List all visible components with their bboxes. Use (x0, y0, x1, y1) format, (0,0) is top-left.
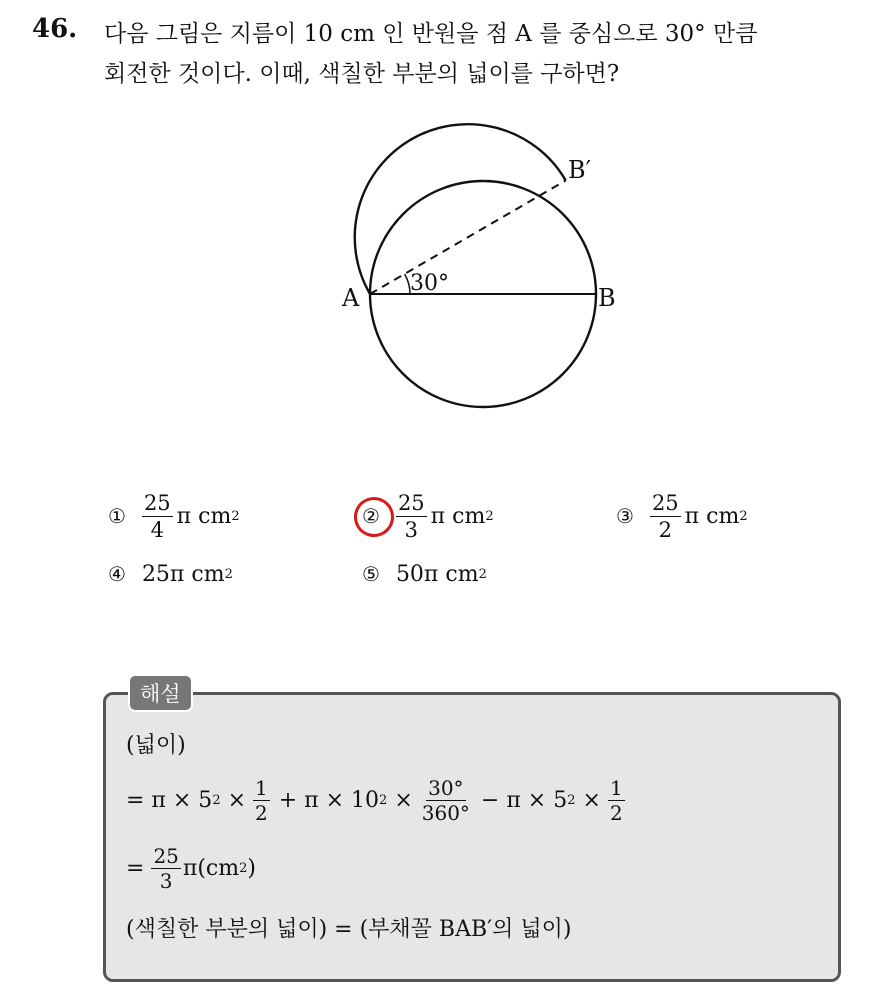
choice-1-denominator: 4 (150, 517, 164, 542)
choice-1[interactable] (108, 486, 240, 546)
choice-1-mark: ① (108, 504, 126, 528)
choice-5-mark: ⑤ (362, 562, 380, 586)
solution-fraction-2-num: 30° (428, 776, 464, 800)
solution-fraction-1 (253, 776, 270, 825)
choice-2-exponent: 2 (485, 508, 494, 524)
choice-2-unit: π cm (430, 503, 486, 529)
choice-1-fraction (142, 490, 173, 543)
solution-expr-c: + π × 10 (271, 788, 380, 813)
choice-1-unit: π cm (176, 503, 232, 529)
solution-line-1 (126, 728, 186, 759)
solution-result-eq: = (126, 856, 152, 881)
solution-fraction-1-num: 1 (255, 776, 268, 800)
choice-3-fraction (650, 490, 681, 543)
solution-expr-a: = π × 5 (126, 788, 213, 813)
solution-result-fraction (151, 844, 180, 893)
choice-5-exponent: 2 (478, 566, 487, 582)
solution-expr-d: × (387, 788, 420, 813)
choice-5-text: 50π cm (395, 561, 479, 587)
solution-result-num: 25 (153, 844, 179, 868)
solution-expr-e: − π × 5 (473, 788, 568, 813)
choice-3-numerator: 25 (651, 490, 679, 515)
dashed-segment-ab-prime (370, 181, 566, 295)
solution-fraction-3-den: 2 (609, 801, 623, 825)
solution-line-2 (126, 776, 627, 825)
question-line-2: 회전한 것이다. 이때, 색칠한 부분의 넓이를 구하면? (104, 61, 620, 87)
choice-3-mark: ③ (616, 504, 634, 528)
solution-fraction-2 (420, 776, 472, 825)
solution-result-unit: π(cm (182, 856, 240, 881)
choice-1-numerator: 25 (143, 490, 171, 515)
solution-expr-a-exp: 2 (212, 793, 221, 808)
choice-3-exponent: 2 (739, 508, 748, 524)
solution-line-1-text: (넓이) (126, 733, 186, 758)
solution-fraction-3-num: 1 (609, 776, 623, 800)
solution-fraction-3 (608, 776, 625, 825)
choice-3-denominator: 2 (658, 517, 672, 542)
solution-fraction-1-den: 2 (255, 801, 268, 825)
choice-2-fraction (396, 490, 427, 543)
solution-line-3 (126, 844, 256, 893)
choice-4-exponent: 2 (224, 566, 233, 582)
question-text (104, 14, 874, 94)
selected-circle-icon (348, 491, 399, 542)
choice-2-denominator: 3 (404, 517, 418, 542)
solution-expr-b: × (220, 788, 254, 813)
choice-1-exponent: 2 (231, 508, 240, 524)
choice-5[interactable] (362, 544, 487, 604)
solution-line-4 (126, 912, 571, 943)
solution-expr-c-exp: 2 (379, 793, 388, 808)
choice-4-mark: ④ (108, 562, 126, 586)
choice-3[interactable] (616, 486, 748, 546)
question-line-1: 다음 그림은 지름이 10 cm 인 반원을 점 A 를 중심으로 30° 만큼 (104, 21, 758, 47)
choice-4[interactable] (108, 544, 233, 604)
solution-expr-f: × (575, 788, 608, 813)
choice-2-mark-glyph: ② (362, 504, 380, 528)
solution-line-4-text: (색칠한 부분의 넓이) = (부채꼴 BAB′의 넓이) (126, 917, 572, 942)
solution-label: 해설 (128, 674, 193, 712)
rotated-semicircle-arc (355, 124, 566, 294)
solution-result-exp: 2 (239, 861, 248, 876)
point-a-label: A (342, 284, 360, 312)
choice-4-text: 25π cm (141, 561, 225, 587)
point-b-label: B (598, 284, 616, 312)
choice-3-unit: π cm (684, 503, 740, 529)
geometry-figure (330, 110, 640, 420)
shaded-region (355, 124, 566, 294)
question-number: 46. (32, 14, 78, 44)
choice-2[interactable] (362, 486, 494, 546)
solution-result-den: 3 (159, 869, 173, 893)
choice-2-mark (362, 504, 380, 528)
solution-expr-e-exp: 2 (567, 793, 576, 808)
angle-label: 30° (410, 271, 449, 296)
solution-result-close: ) (247, 856, 256, 881)
solution-fraction-2-den: 360° (421, 801, 470, 825)
choice-2-numerator: 25 (397, 490, 425, 515)
point-b-prime-label: B′ (568, 156, 592, 184)
